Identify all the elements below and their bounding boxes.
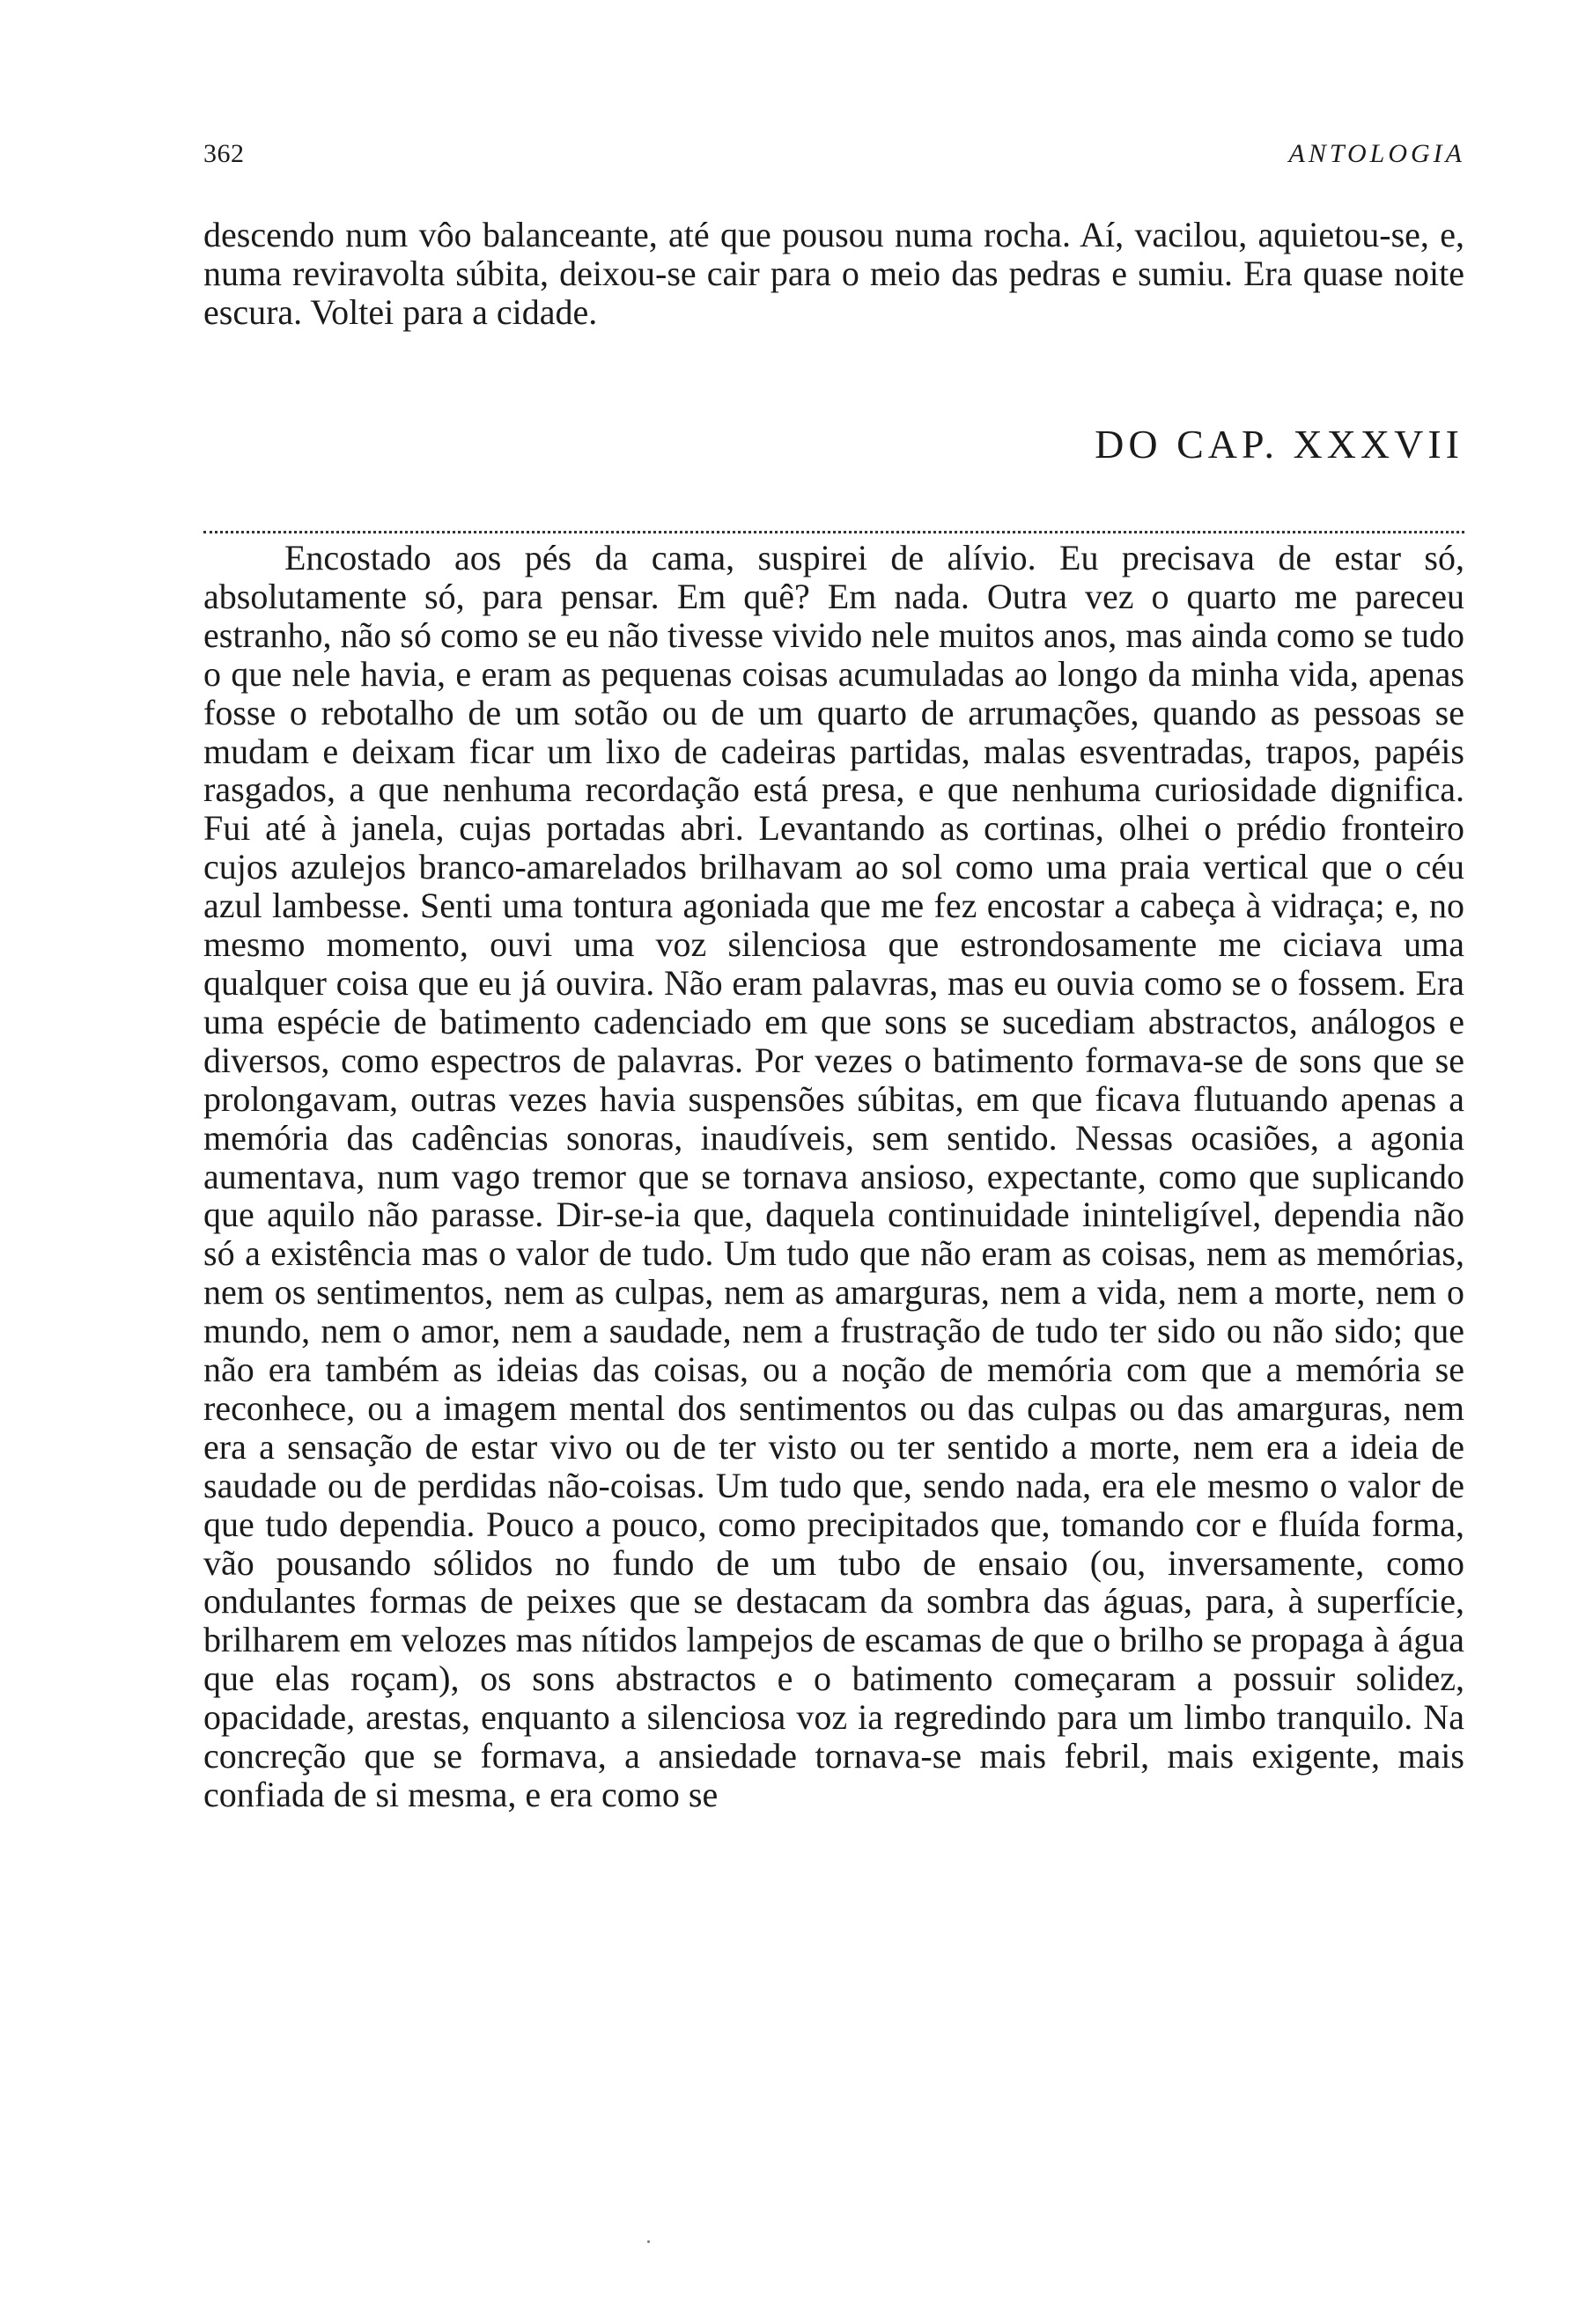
chapter-heading: DO CAP. XXXVII bbox=[1095, 422, 1464, 467]
dotted-separator bbox=[203, 531, 1464, 533]
main-paragraph: Encostado aos pés da cama, suspirei de alívio. Eu precisava de estar só, absolutamente só, para pensar. Em quê? Em nada. Outra vez o quarto me pareceu estranho, não só como se eu não tivesse vivido nele muitos anos, mas ainda como se tudo o que nele havia, e eram as pequenas coisas acumuladas ao longo da minha vida, apenas fosse o rebotalho de um sotão ou de um quarto de arrumações, quando as pessoas se mudam e deixam ficar um lixo de cadeiras partidas, malas esventradas, trapos, papéis rasgados, a que nenhuma recordação está presa, e que nenhuma curiosidade dignifica. Fui até à janela, cujas portadas abri. Levantando as cortinas, olhei o prédio fronteiro cujos azulejos branco-amarelados brilhavam ao sol como uma praia vertical que o céu azul lambesse. Senti uma tontura agoniada que me fez encostar a cabeça à vidraça; e, no mesmo momento, ouvi uma voz silenciosa que estrondosamente me ciciava uma qualquer coisa que eu já ouvira. Não eram palavras, mas eu ouvia como se o fossem. Era uma espécie de batimento cadenciado em que sons se sucediam abstractos, análogos e diversos, como espectros de palavras. Por vezes o batimento formava-se de sons que se prolongavam, outras vezes havia suspensões súbitas, em que ficava flutuando apenas a memória das cadências sonoras, inaudíveis, sem sentido. Nessas ocasiões, a agonia aumentava, num vago tremor que se tornava ansioso, expectante, como que suplicando que aquilo não parasse. Dir-se-ia que, daquela continuidade ininteligível, dependia não só a existência mas o valor de tudo. Um tudo que não eram as coisas, nem as memórias, nem os sentimentos, nem as culpas, nem as amarguras, nem a vida, nem a morte, nem o mundo, nem o amor, nem a saudade, nem a frustração de tudo ter sido ou não sido; que não era também as ideias das coisas, ou a noção de memória com que a memória se reconhece, ou a imagem mental dos sentimentos ou das culpas ou das amarguras, nem era a sensação de estar vivo ou de ter visto ou ter sentido a morte, nem era a ideia de saudade ou de perdidas não-coisas. Um tudo que, sendo nada, era ele mesmo o valor de que tudo dependia. Pouco a pouco, como precipitados que, tomando cor e fluída forma, vão pousando sólidos no fundo de um tubo de ensaio (ou, inversamente, como ondulantes formas de peixes que se destacam da sombra das águas, para, à superfície, brilharem em velozes mas nítidos lampejos de escamas de que o brilho se propaga à água que elas roçam), os sons abstractos e o batimento começaram a possuir solidez, opacidade, arestas, enquanto a silenciosa voz ia regredindo para um limbo tranquilo. Na concreção que se formava, a ansiedade tornava-se mais febril, mais exigente, mais confiada de si mesma, e era como se bbox=[203, 538, 1464, 1814]
print-speck bbox=[647, 2240, 650, 2243]
page-number: 362 bbox=[203, 139, 245, 168]
running-head: ANTOLOGIA bbox=[1288, 139, 1465, 168]
intro-paragraph: descendo num vôo balanceante, até que pousou numa rocha. Aí, vacilou, aquietou-se, e, numa reviravolta súbita, deixou-se cair para o meio das pedras e sumiu. Era quase noite escura. Voltei para a cidade. bbox=[203, 215, 1464, 333]
